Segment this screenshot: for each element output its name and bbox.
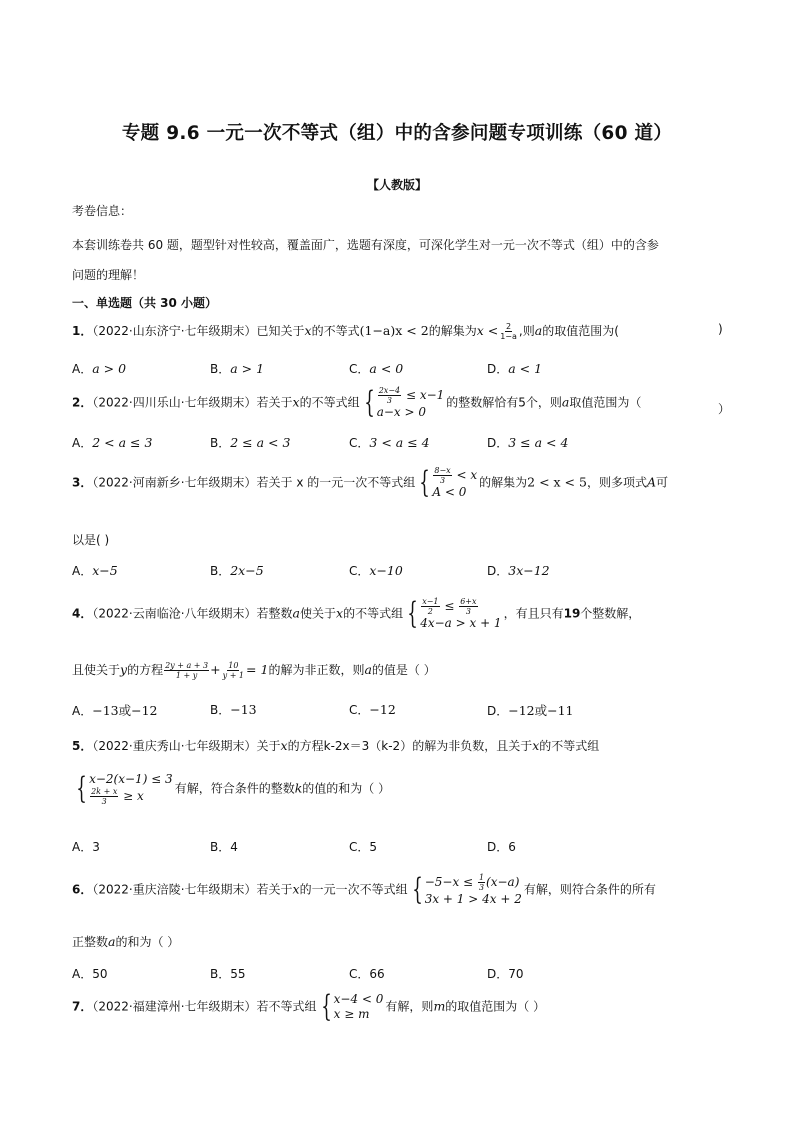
- option-label: B．: [210, 967, 231, 981]
- option-value: −12或−11: [508, 703, 574, 718]
- question-text: 的一元一次不等式组: [299, 882, 408, 897]
- question-text: 的不等式组: [539, 739, 600, 753]
- math-equation: [163, 661, 269, 680]
- question-text: 取值范围为（: [569, 395, 642, 410]
- fraction-numerator: 2: [506, 322, 512, 331]
- question-text: 的值是（ ）: [371, 663, 436, 677]
- system-row: [432, 466, 477, 485]
- option-label: C．: [349, 362, 370, 376]
- inequality-system: [319, 989, 384, 1024]
- option-label: D．: [487, 436, 509, 450]
- brace-icon: {: [407, 596, 418, 631]
- math-equation: k-2x＝3（k-2）: [323, 739, 413, 753]
- option-label: C．: [349, 967, 370, 981]
- system-row: [425, 873, 522, 892]
- question-source: （2022·重庆涪陵·七年级期末）: [92, 882, 257, 897]
- math-expr: +: [210, 662, 221, 677]
- option-b: [210, 360, 264, 377]
- question-text: 关于: [256, 739, 281, 753]
- fraction-numerator: 1: [478, 873, 485, 882]
- question-6: [72, 873, 724, 907]
- page-title: 专题 9.6 一元一次不等式（组）中的含参问题专项训练（60 道）: [121, 123, 673, 144]
- fraction-numerator: 2k + x: [91, 787, 118, 796]
- system-row: x ≥ m: [333, 1007, 370, 1021]
- question-text: 若不等式组: [256, 999, 317, 1014]
- system-row: a−x > 0: [376, 405, 427, 419]
- fraction-denominator: 1−a: [500, 332, 517, 341]
- option-a: [72, 701, 157, 719]
- inequality-system: [417, 466, 477, 500]
- system-row: A < 0: [432, 485, 467, 499]
- math-expr: −5−x ≤: [424, 875, 474, 889]
- question-number: 7．: [72, 999, 93, 1014]
- math-solution: x <: [476, 323, 499, 338]
- option-label: D．: [487, 967, 509, 981]
- system-row: 3x + 1 > 4x + 2: [424, 892, 522, 906]
- question-continuation: [72, 661, 436, 680]
- fraction-denominator: 3: [101, 797, 107, 806]
- option-label: A．: [72, 564, 93, 578]
- option-value: 3: [92, 840, 100, 854]
- math-var: a: [534, 323, 543, 338]
- question-text: ，则多项式: [586, 475, 647, 490]
- question-source: （2022·重庆秀山·七年级期末）: [92, 739, 257, 753]
- question-number: 2．: [72, 395, 93, 410]
- question-text: ，有且只有: [503, 606, 564, 621]
- option-d: [487, 562, 550, 579]
- fraction-numerator: x−1: [422, 597, 439, 606]
- question-text: 若关于: [256, 395, 293, 410]
- answer-paren: ）: [718, 402, 731, 416]
- question-text: 正整数: [72, 935, 109, 949]
- fraction-denominator: 1 + y: [175, 671, 198, 680]
- math-var: a: [561, 394, 570, 410]
- question-text: 有解，符合条件的整数: [174, 781, 295, 796]
- question-text: 个整数解，: [580, 606, 641, 621]
- question-text: ,则: [518, 324, 535, 338]
- system-row: 4x−a > x + 1: [420, 616, 502, 630]
- inequality-system: [410, 873, 522, 907]
- option-label: B．: [210, 362, 231, 376]
- option-value: a > 0: [92, 361, 127, 376]
- option-c: [349, 434, 430, 451]
- math-var: x: [532, 738, 540, 753]
- option-value: 50: [92, 967, 108, 981]
- fraction-numerator: 6+x: [460, 597, 477, 606]
- question-text: 且使关于: [72, 663, 121, 677]
- fraction-denominator: 2: [427, 607, 433, 616]
- option-label: B．: [210, 840, 231, 854]
- option-label: B．: [210, 703, 231, 717]
- question-source: （2022·云南临沧·八年级期末）: [92, 606, 257, 621]
- fraction-numerator: 10: [228, 661, 239, 670]
- option-b: [210, 434, 290, 451]
- option-value: 3 < a ≤ 4: [369, 435, 430, 450]
- option-d: [487, 360, 542, 377]
- question-text: 的方程: [127, 663, 164, 677]
- info-line-1: 本套训练卷共 60 题，题型针对性较高，覆盖面广，选题有深度，可深化学生对一元一次不等式（组）中的含参: [72, 238, 659, 252]
- question-source: （2022·福建漳州·七年级期末）: [92, 999, 257, 1014]
- question-text: 的解集为: [428, 324, 477, 338]
- option-value: 66: [369, 967, 385, 981]
- option-value: 4: [230, 840, 238, 854]
- math-var: a: [292, 605, 300, 621]
- option-d: [487, 838, 516, 855]
- option-value: 3 ≤ a < 4: [508, 435, 569, 450]
- inequality-system: [405, 597, 501, 631]
- math-var: x: [304, 323, 312, 338]
- question-text: 有解，则符合条件的所有: [523, 882, 656, 897]
- math-var: a: [364, 662, 372, 677]
- option-a: [72, 965, 108, 982]
- question-4: [72, 597, 724, 631]
- question-number: 1．: [72, 324, 93, 338]
- option-value: −13或−12: [92, 703, 158, 718]
- option-c: [349, 360, 403, 377]
- option-value: 55: [230, 967, 246, 981]
- question-source: （2022·四川乐山·七年级期末）: [92, 395, 257, 410]
- question-text: 的解集为: [479, 475, 528, 490]
- option-a: [72, 360, 126, 377]
- math-var: x: [280, 738, 288, 753]
- question-text: 的不等式组: [343, 606, 404, 621]
- question-text: 的解为非正数，则: [268, 663, 365, 677]
- option-b: [210, 701, 257, 718]
- question-1: [72, 322, 724, 341]
- fraction-denominator: 3: [439, 476, 446, 485]
- math-solution: 2 < x < 5: [527, 474, 587, 490]
- fraction-numerator: 2y + a + 3: [165, 661, 209, 670]
- system-row: [420, 597, 501, 616]
- question-text: 的方程: [287, 739, 324, 753]
- math-var: y: [120, 662, 128, 677]
- system-row: x−2(x−1) ≤ 3: [89, 772, 173, 786]
- option-label: A．: [72, 436, 93, 450]
- info-label: 考卷信息：: [72, 204, 133, 218]
- question-text: 使关于: [300, 606, 337, 621]
- brace-icon: {: [411, 872, 423, 907]
- option-c: [349, 701, 396, 718]
- question-text: 已知关于: [256, 324, 305, 338]
- option-label: D．: [487, 564, 509, 578]
- option-value: 3x−12: [508, 563, 550, 578]
- system-row: x−4 < 0: [333, 992, 384, 1006]
- option-value: a < 1: [508, 361, 543, 376]
- answer-paren: ): [718, 322, 723, 336]
- option-value: x−10: [369, 563, 403, 578]
- question-text: 的和为（ ）: [115, 935, 180, 949]
- brace-icon: {: [76, 771, 87, 806]
- option-a: [72, 562, 118, 579]
- option-a: [72, 838, 100, 855]
- math-number: 19: [563, 606, 581, 621]
- math-var: m: [433, 998, 446, 1014]
- math-var: k: [294, 780, 303, 796]
- option-label: A．: [72, 362, 93, 376]
- option-label: B．: [210, 564, 231, 578]
- option-value: 2 ≤ a < 3: [230, 435, 291, 450]
- inequality-system: [74, 772, 173, 806]
- inequality-system: [362, 386, 445, 420]
- question-3: [72, 466, 724, 500]
- option-value: a > 1: [230, 361, 265, 376]
- option-d: [487, 434, 568, 451]
- option-label: C．: [349, 436, 370, 450]
- question-number: 5．: [72, 739, 93, 753]
- option-value: −12: [369, 702, 396, 717]
- math-expr: ≤ x−1: [405, 388, 445, 402]
- option-value: 70: [508, 967, 524, 981]
- option-value: x−5: [92, 563, 118, 578]
- option-label: B．: [210, 436, 231, 450]
- fraction-denominator: y + 1: [222, 671, 245, 680]
- question-number: 6．: [72, 882, 93, 897]
- option-label: D．: [487, 362, 509, 376]
- option-value: 2x−5: [230, 563, 264, 578]
- math-var: a: [108, 934, 116, 949]
- question-continuation: 以是( ): [72, 533, 110, 547]
- question-text: 有解，则: [385, 999, 434, 1014]
- question-number: 4．: [72, 606, 93, 621]
- math-expr: (x−a): [486, 875, 520, 889]
- question-text: 若关于 x 的一元一次不等式组: [256, 475, 416, 490]
- question-text: 的不等式: [311, 324, 360, 338]
- fraction-numerator: 8−x: [434, 466, 451, 475]
- option-label: A．: [72, 967, 93, 981]
- fraction-denominator: 3: [386, 396, 392, 405]
- option-b: [210, 562, 264, 579]
- question-source: （2022·山东济宁·七年级期末）: [92, 324, 257, 338]
- option-a: [72, 434, 152, 451]
- info-line-2: 问题的理解！: [72, 268, 145, 282]
- math-expr: < x: [456, 468, 478, 482]
- question-text: 的整数解恰有5个，则: [446, 395, 562, 410]
- math-fraction: [499, 322, 518, 341]
- option-value: −13: [230, 702, 257, 717]
- brace-icon: {: [419, 465, 431, 500]
- option-label: D．: [487, 840, 509, 854]
- question-text: 的取值范围为（ ）: [445, 999, 546, 1014]
- system-row: [89, 787, 173, 806]
- question-text: 的取值范围为(: [542, 324, 619, 338]
- math-inequality: (1−a)x < 2: [359, 323, 429, 338]
- option-label: C．: [349, 564, 370, 578]
- fraction-denominator: 3: [465, 607, 471, 616]
- math-expr: ≤: [444, 599, 455, 613]
- question-text: 可: [656, 475, 669, 490]
- option-value: a < 0: [369, 361, 404, 376]
- question-text: 的值的和为（ ）: [302, 781, 391, 796]
- math-expr: = 1: [246, 662, 269, 677]
- section-heading: 一、单选题（共 30 小题）: [72, 296, 218, 310]
- fraction-denominator: 3: [478, 883, 485, 892]
- question-text: 的解为非负数，且关于: [412, 739, 533, 753]
- question-text: 若关于: [256, 882, 293, 897]
- question-2: [72, 386, 724, 420]
- question-continuation: [72, 772, 390, 806]
- option-label: C．: [349, 840, 370, 854]
- brace-icon: {: [320, 989, 332, 1024]
- question-number: 3．: [72, 475, 93, 490]
- option-label: C．: [349, 703, 370, 717]
- option-b: [210, 838, 238, 855]
- option-label: D．: [487, 704, 509, 718]
- math-expr: ≥ x: [123, 789, 144, 803]
- question-5: [72, 737, 724, 754]
- option-b: [210, 965, 246, 982]
- option-d: [487, 965, 524, 982]
- question-7: [72, 989, 724, 1024]
- option-value: 5: [369, 840, 378, 854]
- system-row: [377, 386, 445, 405]
- edition-label: 【人教版】: [366, 178, 427, 192]
- option-c: [349, 562, 403, 579]
- option-label: A．: [72, 704, 93, 718]
- question-text: 的不等式组: [299, 395, 360, 410]
- option-label: A．: [72, 840, 93, 854]
- option-d: [487, 701, 574, 719]
- question-source: （2022·河南新乡·七年级期末）: [92, 475, 257, 490]
- math-var: x: [292, 881, 300, 897]
- math-var: x: [336, 605, 344, 621]
- question-text: 若整数: [256, 606, 293, 621]
- option-c: [349, 838, 377, 855]
- question-continuation: [72, 933, 179, 950]
- math-var: A: [646, 474, 656, 490]
- option-value: 6: [508, 840, 516, 854]
- fraction-numerator: 2x−4: [378, 386, 401, 395]
- option-c: [349, 965, 385, 982]
- math-var: x: [292, 394, 300, 410]
- option-value: 2 < a ≤ 3: [92, 435, 153, 450]
- brace-icon: {: [363, 385, 375, 420]
